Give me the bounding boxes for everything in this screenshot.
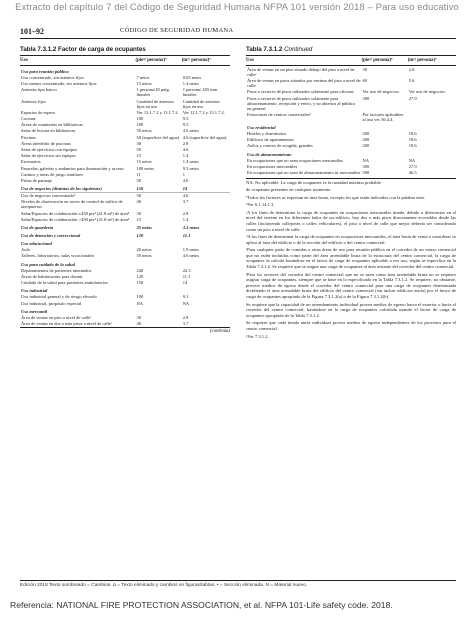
cell-ft2: 100	[136, 294, 144, 300]
cell-m2: 1	[182, 171, 185, 177]
table-row	[246, 169, 456, 175]
continued-label: Continued	[284, 46, 313, 53]
note-paragraph: ᵈA los fines de determinar la carga de ocupantes en ocupaciones mercantiles, el área bruta de venta a considerar se aplica al área del edificio o de la sección del edificio o del centro comercial.	[246, 234, 456, 245]
cell-m2: 2.8	[182, 140, 189, 146]
cell-m2: 18.6	[408, 143, 417, 149]
cell-ft2: 50	[136, 146, 141, 152]
cell-m2: 4.6 netos	[182, 128, 199, 134]
table-row	[246, 95, 456, 111]
cell-use: Uso para reunión pública	[21, 68, 69, 74]
left-table-title	[20, 47, 230, 52]
cell-use: En ocupaciones que no sean ocupaciones mercantiles	[247, 157, 343, 163]
cell-m2: 4.6	[182, 146, 189, 152]
cell-ft2	[136, 286, 182, 294]
cell-use: Uso de negocios concentradoᵇ	[20, 192, 136, 199]
cell-use: Asientos fijos	[21, 98, 46, 104]
cell-m2: 9.3 netos	[182, 165, 199, 171]
cell-use: Talleres, laboratorios, salas vocacionales	[21, 253, 95, 259]
cell-m2: 4.6	[182, 177, 189, 183]
cell-ft2: 15	[136, 216, 141, 222]
table-row	[246, 111, 456, 122]
cell-use: Casinos y áreas de juego similares	[21, 171, 83, 177]
cell-use: Área de ventas en dos o más pisos a nivel de calleᶜ	[21, 321, 112, 326]
cell-use: En ocupaciones que no sean de almacenamiento ni mercantiles	[247, 170, 361, 176]
cell-ft2: NA	[362, 157, 369, 163]
table-row	[246, 122, 456, 130]
cell-ft2	[136, 306, 182, 314]
cell-use: Uso residencial	[247, 124, 276, 130]
table-notes	[246, 187, 456, 339]
table-row	[246, 149, 456, 157]
cell-use: Salas de ejercicios con equipos	[21, 146, 77, 152]
cell-use: Uso industrial, propósito especial	[21, 300, 82, 306]
header-ft2: (pie²/ persona)ª	[361, 58, 393, 64]
table-row	[20, 306, 230, 314]
cell-ft2: Cantidad de asientos fijos en uso	[136, 98, 174, 109]
cell-m2: 9.3	[182, 122, 189, 128]
note-paragraph: ᶜA los fines de determinar la carga de ocupantes en ocupaciones mercantiles donde, debido a diferencias en el nivel del terreno en los diferentes lados de un edificio, hay dos o más pisos directamente accesibles desde las calles (incluyendo callejones o calles vehiculares), el piso a nivel de calle que mejor debería ser considerado como un piso a nivel de calle.	[246, 209, 456, 232]
cell-m2: 1.4 netos	[182, 81, 199, 87]
cell-ft2: 40	[136, 199, 141, 205]
cell-use: Asilos y centros de acogida, grandes	[247, 143, 313, 149]
cell-m2: 1.4 netos	[182, 159, 199, 165]
cell-use: Áreas de habitaciones para dormir	[21, 273, 83, 279]
cell-use: Cuidado de la salud para pacientes ambulatorios	[21, 280, 108, 286]
left-column	[20, 47, 230, 334]
cell-ft2: 240	[136, 267, 144, 273]
cell-m2: 14	[182, 186, 188, 191]
note-paragraph: ᵉPara cualquier patio de comidas o otras áreas de uso para reunión pública en el corredor de un centro comercial que no estén incluidas como parte del área arrendable bruta de la estructura del centro comercial, la carga de ocupantes se calcula basándose en el factor de carga de ocupantes aplicable a ese uso, según se especifica en la Tabla 7.3.1.2. Se requiere que se asigne una carga de ocupantes al área restante del corredor del centro comercial.	[246, 247, 456, 270]
table-row	[20, 222, 230, 230]
cell-use: Áreas de estanterías en bibliotecas	[21, 122, 83, 128]
cell-use: Uso de detención y correccional	[21, 232, 81, 238]
cell-ft2: 30	[136, 210, 141, 216]
occupant-load-table	[20, 55, 230, 326]
cell-m2: 9.3	[182, 116, 189, 122]
note-paragraph: ᶠPara los sectores del corredor del centro comercial que no se usen como área arrendable bruta no se requiere asignar carga de ocupantes, siempre que se base en lo especificado en la Tabla 7.3.1.2. Se requiere, no obstante, proveer medios de egreso desde el corredor del centro comercial para una carga de ocupantes determinada dividiendo el área arrendable bruta del edificio del centro comercial (sin incluir edificios ancla) por el factor de carga de ocupantes apropiado de la Figura 7.3.1.2(a) o de la Figura 7.3.1.2(b).	[246, 271, 456, 300]
continues-label: (continúa)	[20, 327, 230, 334]
right-table-title-text: Tabla 7.3.1.2	[246, 46, 283, 53]
note-paragraph: de ocupantes presentes en cualquier momento.	[246, 186, 332, 192]
cell-m2: 1.9 netos	[182, 247, 199, 253]
cell-m2	[408, 122, 456, 130]
cell-m2	[182, 66, 230, 75]
cell-ft2: 200	[362, 143, 370, 149]
cell-m2: 9.3	[182, 294, 189, 300]
table-row	[246, 66, 456, 78]
watermark-banner: Extracto del capítulo 7 del Código de Seguridad Humana NFPA 101 versión 2018 – Para uso educativo	[15, 2, 459, 13]
cell-ft2	[136, 259, 182, 267]
cell-ft2: 120	[136, 273, 144, 279]
table-row	[20, 259, 230, 267]
cell-m2: Ver 12.1.7.2 y 13.1.7.2.	[182, 109, 225, 115]
edition-bar: Edición 2018 Texto sombreado = Cambios. Δ = Texto eliminado y cambios en figuras/tablas. • = Sección eliminada. N = Material nuevo.	[20, 580, 456, 588]
cell-use: Pisos o sectores de pisos utilizados solamente para oficinas	[247, 89, 354, 95]
table-row	[20, 192, 230, 199]
cell-ft2: 50 netos	[136, 253, 152, 259]
cell-m2: 18.6	[408, 131, 417, 137]
cell-use: Salas de lectura en bibliotecas	[21, 128, 76, 134]
page-header	[20, 27, 456, 39]
cell-use: Áreas alrededor de piscinas	[21, 140, 71, 146]
cell-use: Pasarelas, galerías y andamios para iluminación y acceso	[21, 165, 124, 171]
cell-use: Escenarios	[21, 159, 41, 165]
note-paragraph: Se requiere que cada tienda ancla individual provea medios de egreso independientes de los provistos para el centro comercial.	[246, 320, 456, 332]
cell-use: Uso menos concentrado, sin asientos fijos	[21, 81, 97, 87]
cell-m2: 18.6	[408, 137, 417, 143]
table-row	[246, 78, 456, 89]
cell-m2: 22.3	[182, 267, 191, 273]
right-table-title	[246, 47, 456, 52]
cell-ft2	[136, 239, 182, 247]
cell-use: Salas/Espacios de colaboración >450 pie² (41.8 m²) de área²	[21, 216, 130, 222]
cell-m2: Cantidad de asientos fijos en uso	[182, 98, 220, 109]
cell-m2	[182, 239, 230, 247]
cell-use: Cocinas	[21, 116, 36, 122]
header-ft2: (pie²/ persona)ª	[135, 58, 167, 64]
cell-use: Uso industrial general y de riesgo elevado	[21, 294, 97, 300]
header-use: Uso	[246, 58, 254, 64]
cell-ft2: 15 netos	[136, 159, 152, 165]
cell-ft2: 11	[136, 171, 141, 177]
cell-ft2: 100	[136, 122, 144, 128]
cell-use: Uso mercantil	[21, 308, 48, 314]
cell-ft2: Ver uso de negocios.	[362, 89, 400, 95]
cell-use: Departamentos de pacientes internados	[21, 267, 92, 273]
cell-ft2: 30	[362, 67, 367, 72]
cell-ft2: 20 netos	[136, 247, 152, 253]
table-row	[20, 184, 230, 193]
cell-m2	[408, 149, 456, 157]
table-row	[20, 239, 230, 247]
cell-m2: 4.6 netos	[182, 253, 199, 259]
header-m2: (m²/ persona)ª	[181, 58, 211, 64]
cell-ft2: 120	[136, 232, 144, 238]
cell-ft2: 60	[362, 78, 367, 84]
cell-ft2: Ver 12.1.7.2 y 13.1.7.2.	[136, 109, 179, 115]
note-paragraph: Se requiere que la capacidad de un arrendamiento individual provea medios de egreso hacia el exterior o hacia el corredor del centro comercial, basándose en la carga de ocupantes calculada usando el factor de carga de ocupantes apropiado de la Tabla 7.3.1.2.	[246, 301, 456, 318]
cell-use: Uso de guardería	[21, 224, 54, 230]
note-paragraph: ªTodos los factores se expresan en área bruta, excepto los que están indicados con la palabra neto.	[246, 194, 426, 200]
cell-ft2	[362, 149, 408, 157]
cell-m2: Ver uso de negocios.	[408, 89, 446, 95]
cell-m2: 14	[182, 280, 188, 286]
header-m2: (m²/ persona)ª	[407, 58, 437, 64]
cell-use: Niveles de observación en torres de control de tráfico de aeropuertos	[21, 199, 123, 210]
cell-use: Uso industrial	[21, 288, 48, 294]
table-row	[20, 286, 230, 294]
cell-m2: 11.1	[182, 273, 191, 279]
cell-m2: NA	[182, 300, 190, 306]
cell-use: Pistas de patinaje	[21, 177, 53, 183]
cell-ft2: 7 netos	[136, 75, 150, 81]
note-paragraph: ᵍVer 7.3.1.2.	[246, 333, 269, 339]
cell-ft2: 40	[136, 321, 141, 326]
cell-m2	[408, 111, 456, 122]
cell-use: Hoteles y dormitorios	[247, 131, 287, 137]
cell-ft2: NA	[136, 300, 143, 306]
cell-ft2: 150	[136, 186, 144, 191]
table-row	[20, 98, 230, 109]
cell-m2: 1 persona/ 455 mm lineales	[182, 87, 218, 98]
cell-use: Área de ventas en un piso situado debajo del piso a nivel de calleᶜ	[247, 67, 355, 77]
cell-m2: 4.6 (superficie del agua)	[182, 134, 227, 140]
table-header-row	[246, 56, 456, 66]
cell-m2: 3.7	[182, 199, 189, 205]
cell-use: Asientos tipo banco	[21, 87, 57, 93]
cell-m2	[182, 306, 230, 314]
table-header-row	[20, 56, 230, 66]
page-number: 101–92	[20, 27, 44, 36]
left-table-title-text: Tabla 7.3.1.2 Factor de carga de ocupantes	[20, 46, 146, 53]
cell-use: Área de ventas en pisos situados por encima del piso a nivel de calleᶜ	[247, 78, 361, 89]
cell-ft2: 15	[136, 153, 141, 159]
cell-m2: 0.65 netos	[182, 75, 202, 81]
cell-ft2: 35 netos	[136, 224, 152, 230]
cell-use: Salas de ejercicios sin equipos	[21, 153, 76, 159]
cell-ft2	[362, 122, 408, 130]
cell-ft2: 50 (superficie del agua)	[136, 134, 180, 140]
table-row	[246, 89, 456, 95]
cell-ft2: 15 netos	[136, 81, 152, 87]
cell-m2: 2.8	[182, 210, 189, 216]
cell-m2: 27.9	[408, 163, 417, 169]
cell-use: Espacios de espera	[21, 109, 55, 115]
cell-use: Pisos o sectores de pisos utilizados solamente para almacenamiento, recepción y envío, y no abiertos al público en general	[247, 95, 356, 111]
cell-use: Uso concentrado, sin asientos fijos	[21, 75, 84, 81]
cell-use: Uso educacional	[21, 241, 52, 247]
cell-m2: 1.4	[182, 153, 189, 159]
cell-m2: 2.8	[182, 314, 189, 320]
cell-m2: 46.5	[408, 170, 417, 176]
table-row	[20, 66, 230, 75]
cell-use: Uso para cuidado de la salud	[21, 261, 75, 267]
cell-use: En ocupaciones mercantiles	[247, 163, 298, 169]
cell-use: Edificios de apartamentos	[247, 137, 294, 143]
table-row	[20, 230, 230, 238]
cell-use: Uso de almacenamiento	[247, 151, 292, 157]
cell-ft2: 200	[362, 131, 370, 137]
cell-ft2: 100 netos	[136, 165, 154, 171]
cell-use: Aula	[21, 247, 30, 253]
cell-ft2	[136, 66, 182, 75]
cell-m2: NA	[408, 157, 416, 163]
cell-use: Piscinas	[21, 134, 36, 140]
cell-use: Área de ventas en piso a nivel de calleᶜ	[21, 314, 92, 320]
cell-m2: 1.4	[182, 216, 189, 222]
cell-m2	[182, 259, 230, 267]
cell-ft2: 50	[136, 192, 182, 199]
cell-m2: 27.9	[408, 95, 417, 101]
table-footnote: NA: No aplicable. La carga de ocupantes es la cantidad máxima probable	[246, 178, 456, 185]
cell-ft2: 50 netos	[136, 128, 152, 134]
cell-ft2: 50	[136, 177, 141, 183]
cell-ft2: 30	[136, 314, 141, 320]
cell-ft2: 200	[362, 137, 370, 143]
occupant-load-table-continued	[246, 55, 456, 175]
right-column	[246, 47, 456, 339]
header-use: Uso	[20, 58, 28, 64]
cell-use: Salas/Espacios de colaboración ≤450 pie² (41.8 m²) de área²	[21, 210, 130, 216]
cell-ft2: 500	[362, 170, 370, 176]
cell-ft2: 150	[136, 280, 144, 286]
table-row	[20, 87, 230, 98]
note-paragraph: ᵇVer 6.1.14.1.3.	[246, 202, 275, 208]
cell-ft2: 100	[136, 116, 144, 122]
cell-m2: 3.7	[182, 321, 189, 326]
cell-ft2: 30	[136, 140, 141, 146]
running-head: CÓDIGO DE SEGURIDAD HUMANA	[120, 27, 234, 34]
cell-m2	[182, 286, 230, 294]
cell-use: Uso de negocios (distintos de los siguientes)	[21, 186, 103, 191]
table-row	[20, 199, 230, 210]
cell-ft2: 300	[362, 95, 370, 101]
cell-ft2: 1 persona/18 pulg. lineales	[136, 87, 170, 98]
cell-m2: 3.3 netos	[182, 224, 200, 230]
cell-use: Estructuras de centros comercialesᵈ	[247, 111, 311, 117]
reference-caption: Referencia: NATIONAL FIRE PROTECTION ASSOCIATION, et al. NFPA 101-Life safety code. 2018.	[10, 600, 393, 610]
cell-ft2: Por factores aplicables al uso ver 36.4.4.	[362, 111, 404, 122]
cell-ft2: 300	[362, 163, 370, 169]
cell-m2: 11.1	[182, 232, 191, 238]
cell-m2: 4.6	[182, 192, 230, 199]
cell-m2: 2.8	[408, 67, 415, 72]
cell-m2: 5.6	[408, 78, 415, 84]
